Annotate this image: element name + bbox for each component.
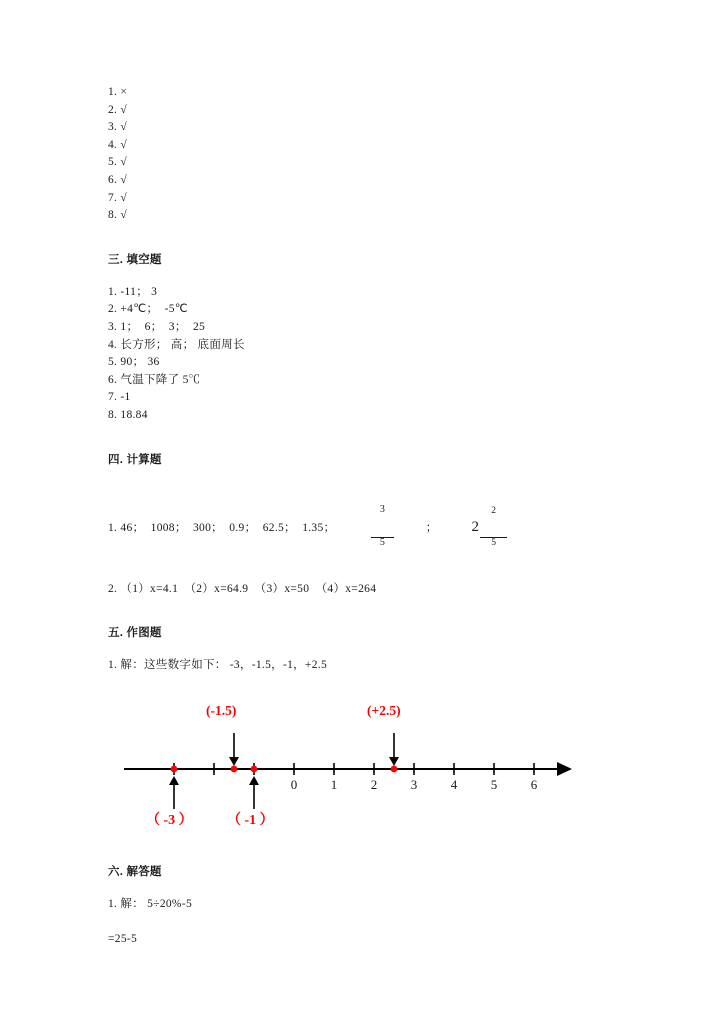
svg-text:4: 4 xyxy=(450,777,458,793)
fraction-numerator: 3 xyxy=(379,504,386,516)
answer-item: 2. （1）x=4.1 （2）x=64.9 （3）x=50 （4）x=264 xyxy=(108,582,377,595)
calculation-answer-row xyxy=(108,484,618,571)
mixed-number-two-and-two-fifths xyxy=(472,486,510,569)
number-line-label-minus-three: （ -3 ） xyxy=(146,813,193,829)
svg-text:0: 0 xyxy=(290,777,298,793)
mixed-fraction-part xyxy=(480,486,507,569)
answer-item: 4. √ xyxy=(108,138,128,151)
answer-item: 2. √ xyxy=(108,103,128,116)
section-heading-drawing: 五. 作图题 xyxy=(108,627,162,640)
mixed-whole-part: 2 xyxy=(471,518,480,535)
section-heading-fill-blank: 三. 填空题 xyxy=(108,253,162,266)
calculation-values: 1. 46； 1008； 300； 0.9； 62.5； 1.35； xyxy=(108,522,336,535)
svg-text:5: 5 xyxy=(490,777,498,793)
fraction-three-fifths xyxy=(371,484,393,571)
fraction-denominator: 5 xyxy=(371,537,393,549)
svg-text:1: 1 xyxy=(330,777,338,793)
answer-item: 7. √ xyxy=(108,191,128,204)
svg-text:6: 6 xyxy=(530,777,538,793)
answer-item: =25-5 xyxy=(108,932,138,945)
answer-item: 2. +4℃； -5℃ xyxy=(108,303,188,316)
fraction-numerator: 2 xyxy=(491,506,497,517)
section-heading-word-problems: 六. 解答题 xyxy=(108,866,162,879)
answer-item: 1. -11； 3 xyxy=(108,285,158,298)
number-line-label-minus-one-point-five: (-1.5) xyxy=(206,703,237,719)
answer-item: 6. 气温下降了 5℃ xyxy=(108,373,201,386)
answer-item: 3. √ xyxy=(108,121,128,134)
answer-item: 4. 长方形； 高； 底面周长 xyxy=(108,338,245,351)
separator-semicolon: ； xyxy=(425,522,438,535)
document-content xyxy=(108,84,618,948)
section-body-fill-blank xyxy=(108,284,618,425)
answer-item: 6. √ xyxy=(108,173,128,186)
answer-item: 5. 90； 36 xyxy=(108,356,160,369)
answer-item: 1. 解： 5÷20%-5 xyxy=(108,898,192,911)
true-false-answers xyxy=(108,84,618,225)
svg-text:3: 3 xyxy=(410,777,418,793)
fraction-denominator: 5 xyxy=(480,537,507,548)
answer-item: 3. 1； 6； 3； 25 xyxy=(108,320,206,333)
number-line-label-minus-one: （ -1 ） xyxy=(227,813,274,829)
svg-text:2: 2 xyxy=(370,777,378,793)
answer-item: 7. -1 xyxy=(108,391,131,404)
answer-item: 8. 18.84 xyxy=(108,408,148,421)
answer-item: 1. 解：这些数字如下： -3，-1.5，-1，+2.5 xyxy=(108,659,327,672)
number-line-label-plus-two-point-five: (+2.5) xyxy=(367,703,401,719)
number-line-figure xyxy=(114,697,584,837)
answer-item: 8. √ xyxy=(108,209,128,222)
section-heading-calculation: 四. 计算题 xyxy=(108,453,162,466)
answer-item: 5. √ xyxy=(108,156,128,169)
answer-item: 1. × xyxy=(108,86,128,98)
